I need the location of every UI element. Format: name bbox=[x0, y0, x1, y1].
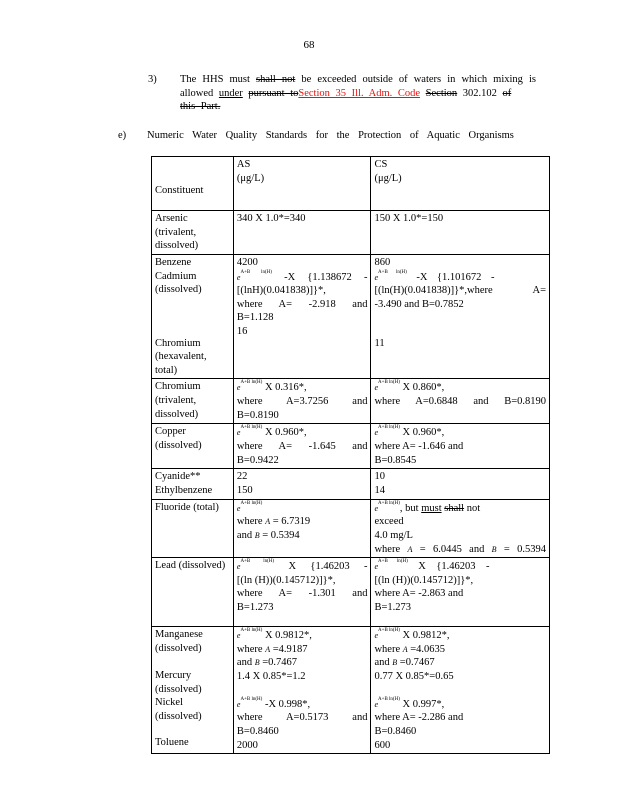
chromium-tri-cs bbox=[371, 379, 550, 424]
fluoride-cs-must-inserted: must bbox=[421, 502, 442, 514]
exp-superscript: A+B ln(H) bbox=[240, 696, 263, 702]
cadmium-cs-line1 bbox=[374, 270, 494, 285]
chromium-hex-name: Chromium (hexavalent, total) bbox=[155, 337, 207, 376]
table-row bbox=[152, 211, 550, 255]
nickel-as-text3: B=0.8460 bbox=[236, 726, 279, 738]
header-as-label: AS bbox=[236, 159, 251, 170]
fluoride-as-where: where bbox=[236, 516, 263, 528]
exp-e: e bbox=[374, 272, 379, 282]
manganese-mercury-nickel-toluene-cs bbox=[371, 627, 550, 754]
manganese-cs-and: and bbox=[374, 657, 390, 669]
nickel-name: Nickel (dissolved) bbox=[155, 697, 202, 723]
manganese-name: Manganese (dissolved) bbox=[155, 629, 203, 654]
lead-cs-text4: B=1.273 bbox=[374, 602, 412, 614]
item-3-this-part-deleted: this Part. bbox=[180, 101, 221, 113]
header-constituent: Constituent bbox=[152, 157, 234, 211]
cadmium-as-line2: [(lnH)(0.041838)]}*, bbox=[236, 285, 326, 297]
benzene-name: Benzene bbox=[155, 256, 192, 268]
manganese-as-a-symbol: A bbox=[265, 644, 271, 654]
fluoride-as-and: and bbox=[236, 529, 253, 541]
copper-cs-text3: B=0.8545 bbox=[374, 454, 417, 466]
exp-e: e bbox=[236, 503, 241, 513]
exp-superscript: A+B ln(H) bbox=[240, 628, 263, 634]
mercury-cs: 0.77 X 0.85*=0.65 bbox=[374, 671, 454, 683]
mercury-name: Mercury (dissolved) bbox=[155, 670, 202, 695]
lead-cs-text1: X {1.46203 - bbox=[418, 561, 490, 573]
manganese-as-text1: X 0.9812*, bbox=[264, 630, 312, 642]
exp-e: e bbox=[374, 428, 379, 438]
manganese-as-b-symbol: B bbox=[254, 658, 260, 668]
table-row bbox=[152, 627, 550, 754]
fluoride-cs-limit: 4.0 mg/L bbox=[374, 529, 413, 541]
item-3-hhs-must: The HHS must bbox=[180, 74, 250, 85]
exp-superscript: A+B ln(H) bbox=[378, 559, 408, 565]
exp-superscript: A+B ln(H) bbox=[240, 269, 272, 275]
chromium-hex-as: 16 bbox=[236, 326, 248, 338]
chromium-tri-as bbox=[233, 379, 371, 424]
toluene-cs: 600 bbox=[374, 739, 391, 751]
cyanide-name: Cyanide** bbox=[155, 471, 201, 483]
item-3-number: 3) bbox=[148, 74, 157, 85]
lead-as-text4: B=1.273 bbox=[236, 602, 274, 614]
cadmium-cs-text1: -X {1.101672 - bbox=[416, 271, 495, 283]
exp-e: e bbox=[374, 503, 379, 513]
exp-e: e bbox=[236, 562, 241, 572]
cyanide-cs: 10 bbox=[374, 471, 385, 483]
exp-e: e bbox=[236, 699, 241, 709]
cyanide-as: 22 bbox=[236, 471, 248, 483]
arsenic-cs: 150 X 1.0*=150 bbox=[371, 211, 550, 255]
benzene-as: 4200 bbox=[236, 256, 258, 268]
fluoride-as bbox=[233, 499, 371, 558]
benzene-cs: 860 bbox=[374, 256, 391, 268]
cadmium-name: Cadmium (dissolved) bbox=[155, 270, 202, 296]
lead-as-text2: [(ln (H))(0.145712)]}*, bbox=[236, 574, 336, 586]
exp-e: e bbox=[236, 631, 241, 641]
ethylbenzene-cs: 14 bbox=[374, 484, 385, 496]
table-row bbox=[152, 424, 550, 469]
fluoride-cs-shall-deleted: shall bbox=[444, 502, 465, 514]
lead-cs-text2: [(ln (H))(0.145712)]}*, bbox=[374, 574, 474, 586]
item-3-of-deleted: of bbox=[502, 87, 512, 99]
table-row bbox=[152, 254, 550, 379]
exp-superscript: A+B ln(H) bbox=[378, 269, 407, 275]
chromium-hex-cs: 11 bbox=[374, 338, 385, 350]
benzene-cadmium-chromium-cs bbox=[371, 254, 550, 379]
header-as-unit: (μg/L) bbox=[236, 172, 265, 184]
arsenic-name: Arsenic (trivalent, dissolved) bbox=[152, 211, 234, 255]
item-3-allowed: allowed bbox=[180, 87, 214, 99]
header-cs-label: CS bbox=[374, 159, 388, 170]
copper-as-text2: where A= -1.645 and bbox=[236, 441, 368, 453]
section-e-letter: e) bbox=[118, 130, 127, 141]
water-quality-table bbox=[151, 156, 550, 754]
cadmium-as-line1 bbox=[237, 270, 368, 285]
header-as bbox=[233, 157, 371, 211]
page-number: 68 bbox=[303, 39, 315, 51]
mercury-as: 1.4 X 0.85*=1.2 bbox=[236, 671, 306, 683]
nickel-as-text2: where A=0.5173 and bbox=[236, 712, 368, 724]
table-row bbox=[152, 499, 550, 558]
fluoride-cs-b-value: = 0.5394 bbox=[503, 543, 547, 555]
lead-cs-text3: where A= -2.863 and bbox=[374, 588, 464, 600]
exp-e: e bbox=[374, 631, 379, 641]
header-cs bbox=[371, 157, 550, 211]
cadmium-as-text1: -X {1.138672 - bbox=[284, 271, 368, 283]
exp-e: e bbox=[374, 562, 379, 572]
header-cs-unit: (μg/L) bbox=[374, 172, 402, 184]
cadmium-as-line3: where A= -2.918 and bbox=[236, 298, 368, 310]
chromium-tri-name: Chromium (trivalent, dissolved) bbox=[152, 379, 234, 424]
copper-as bbox=[233, 424, 371, 469]
fluoride-as-b-value: = 0.5394 bbox=[262, 529, 300, 541]
copper-cs-text1: X 0.960*, bbox=[402, 427, 445, 439]
item-3-be-exceeded: be exceeded outside of waters in which mixing is bbox=[301, 74, 537, 85]
lead-name: Lead (dissolved) bbox=[152, 558, 234, 627]
exp-e: e bbox=[236, 272, 241, 282]
toluene-name: Toluene bbox=[155, 737, 189, 749]
table-header-row bbox=[152, 157, 550, 211]
manganese-as-b-value: =0.7467 bbox=[262, 657, 298, 669]
lead-as bbox=[233, 558, 371, 627]
exp-superscript: A+B ln(H) bbox=[240, 380, 263, 386]
item-3-ref-number: 302.102 bbox=[462, 87, 497, 99]
fluoride-cs-but: , but bbox=[399, 502, 419, 514]
arsenic-as: 340 X 1.0*=340 bbox=[233, 211, 371, 255]
manganese-cs-b-value: =0.7467 bbox=[399, 657, 435, 669]
toluene-as: 2000 bbox=[236, 739, 258, 751]
section-e-title: Numeric Water Quality Standards for the Protection of Aquatic Organisms bbox=[147, 130, 514, 141]
nickel-cs-text3: B=0.8460 bbox=[374, 726, 417, 738]
exp-e: e bbox=[374, 383, 379, 393]
cadmium-cs-line2: [(ln(H)(0.041838)]}*,where A= bbox=[374, 285, 546, 297]
exp-e: e bbox=[236, 383, 241, 393]
fluoride-cs-where: where bbox=[374, 543, 401, 555]
manganese-cs-a-symbol: A bbox=[402, 644, 408, 654]
benzene-cadmium-chromium-as bbox=[233, 254, 371, 379]
fluoride-as-b-symbol: B bbox=[254, 530, 260, 540]
manganese-cs-where: where bbox=[374, 643, 401, 655]
table-row bbox=[152, 379, 550, 424]
copper-as-text1: X 0.960*, bbox=[264, 427, 307, 439]
table-row bbox=[152, 558, 550, 627]
cyanide-ethylbenzene-cs bbox=[371, 469, 550, 499]
cyanide-ethylbenzene-as bbox=[233, 469, 371, 499]
exp-superscript: A+B ln(H) bbox=[378, 500, 400, 506]
fluoride-cs-a-symbol: A bbox=[407, 544, 413, 554]
fluoride-cs-b-symbol: B bbox=[491, 544, 497, 554]
lead-as-text1: X {1.46203 - bbox=[288, 561, 368, 573]
exp-superscript: A+B ln(H) bbox=[378, 380, 400, 386]
manganese-as-a-value: =4.9187 bbox=[272, 643, 308, 655]
manganese-as-where: where bbox=[236, 643, 263, 655]
exp-superscript: A+B ln(H) bbox=[378, 628, 400, 634]
manganese-cs-text1: X 0.9812*, bbox=[402, 630, 450, 642]
item-3-shall-deleted: shall not bbox=[255, 74, 296, 85]
nickel-cs-text2: where A= -2.286 and bbox=[374, 712, 464, 724]
manganese-as-and: and bbox=[236, 657, 253, 669]
exp-e: e bbox=[236, 428, 241, 438]
exp-e: e bbox=[374, 699, 379, 709]
fluoride-cs-exceed: exceed bbox=[374, 516, 404, 528]
chromium-tri-as-text1: X 0.316*, bbox=[264, 382, 307, 394]
chromium-tri-cs-text2: where A=0.6848 and B=0.8190 bbox=[374, 396, 546, 408]
manganese-mercury-nickel-toluene-as bbox=[233, 627, 371, 754]
manganese-mercury-nickel-toluene-names bbox=[152, 627, 234, 754]
copper-name: Copper (dissolved) bbox=[152, 424, 234, 469]
nickel-cs-text1: X 0.997*, bbox=[402, 698, 445, 710]
fluoride-cs bbox=[371, 499, 550, 558]
item-3-text bbox=[180, 73, 536, 114]
manganese-cs-a-value: =4.0635 bbox=[410, 643, 446, 655]
exp-superscript: A+B ln(H) bbox=[378, 425, 400, 431]
exp-superscript: A+B ln(H) bbox=[378, 696, 400, 702]
chromium-tri-as-text3: B=0.8190 bbox=[236, 409, 279, 421]
exp-superscript: A+B ln(H) bbox=[240, 559, 275, 565]
ethylbenzene-name: Ethylbenzene bbox=[155, 484, 213, 496]
exp-superscript: A+B ln(H) bbox=[240, 500, 263, 506]
exp-superscript: A+B ln(H) bbox=[240, 425, 263, 431]
fluoride-as-a-symbol: A bbox=[265, 517, 271, 527]
copper-cs-text2: where A= -1.646 and bbox=[374, 441, 464, 453]
item-3-under-inserted: under bbox=[218, 87, 243, 99]
fluoride-cs-not: not bbox=[466, 502, 481, 514]
fluoride-as-a-value: = 6.7319 bbox=[272, 516, 311, 528]
fluoride-name: Fluoride (total) bbox=[152, 499, 234, 558]
fluoride-cs-a-value: = 6.0445 and bbox=[419, 543, 485, 555]
nickel-as-text1: -X 0.998*, bbox=[264, 698, 311, 710]
cadmium-as-line4: B=1.128 bbox=[236, 312, 274, 324]
chromium-tri-cs-text1: X 0.860*, bbox=[402, 382, 445, 394]
item-3-section-deleted: Section bbox=[425, 87, 458, 99]
chromium-tri-as-text2: where A=3.7256 and bbox=[236, 396, 368, 408]
cadmium-cs-line3: -3.490 and B=0.7852 bbox=[374, 298, 464, 310]
table-row bbox=[152, 469, 550, 499]
item-3-pursuant-deleted: pursuant to bbox=[248, 87, 299, 99]
cyanide-ethylbenzene-names bbox=[152, 469, 234, 499]
ethylbenzene-as: 150 bbox=[236, 484, 253, 496]
lead-as-text3: where A= -1.301 and bbox=[236, 588, 368, 600]
lead-cs bbox=[371, 558, 550, 627]
manganese-cs-b-symbol: B bbox=[392, 658, 398, 668]
item-3-section-inserted: Section 35 Ill. Adm. Code bbox=[298, 87, 421, 99]
copper-as-text3: B=0.9422 bbox=[236, 454, 279, 466]
copper-cs bbox=[371, 424, 550, 469]
benzene-cadmium-chromium-names bbox=[152, 254, 234, 379]
